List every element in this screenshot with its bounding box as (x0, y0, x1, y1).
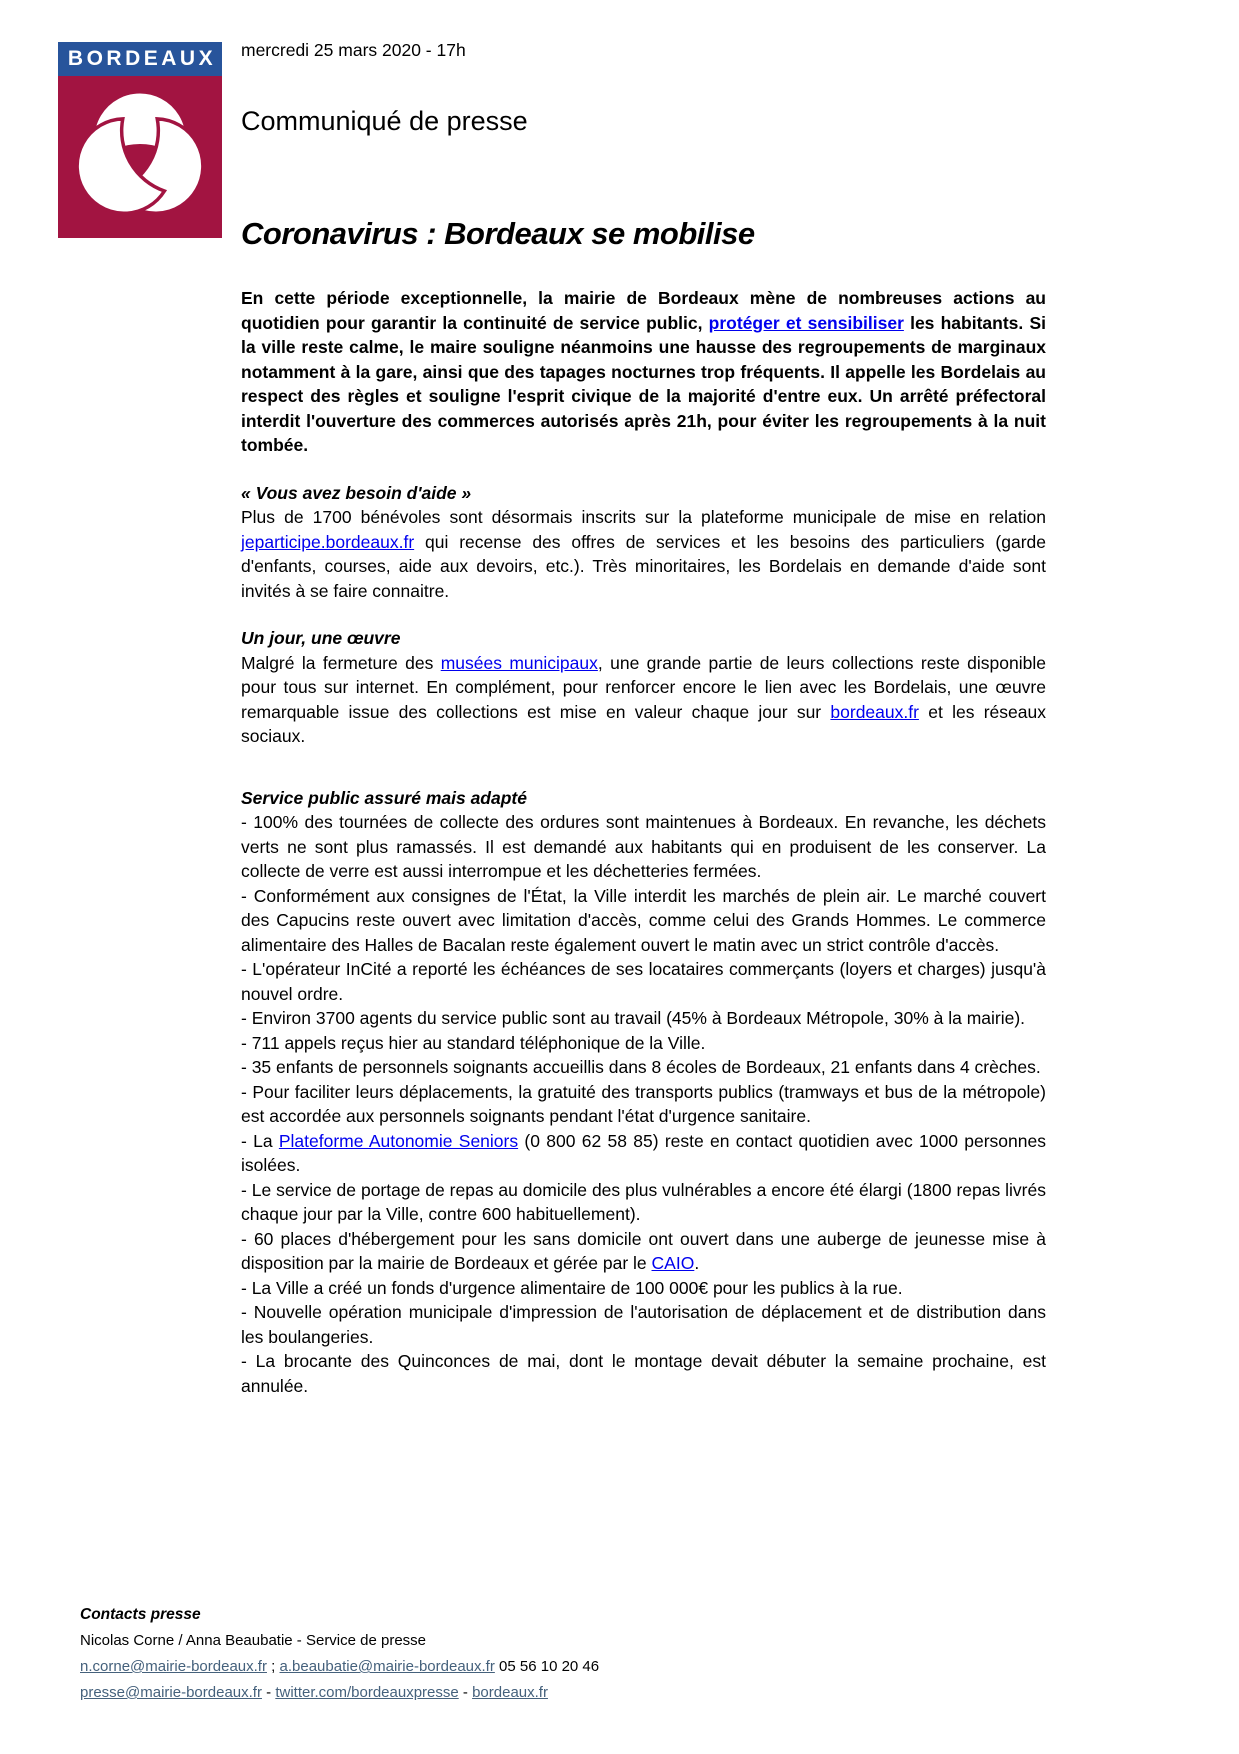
list-item (241, 810, 1046, 884)
section-heading-besoin-aide: « Vous avez besoin d'aide » (241, 482, 472, 503)
list-item (241, 884, 1046, 958)
plateforme-autonomie-seniors-link[interactable]: Plateforme Autonomie Seniors (278, 1130, 519, 1151)
text-run: - 711 appels reçus hier au standard téléphonique de la Ville. (241, 1032, 706, 1053)
text-run: - 100% des tournées de collecte des ordures sont maintenues à Bordeaux. En revanche, les déchets verts ne sont plus ramassés. Il est demandé aux habitants qui en produisent de les conserver. La collecte de verre est aussi interrompue et les déchetteries fermées. (241, 812, 1046, 881)
press-contacts (80, 1602, 599, 1706)
text-run: - Pour faciliter leurs déplacements, la gratuité des transports publics (tramways et bus de la métropole) est accordée aux personnels soignants pendant l'état d'urgence sanitaire. (241, 1081, 1046, 1126)
twitter-bordeauxpresse-link[interactable]: twitter.com/bordeauxpresse (275, 1684, 459, 1701)
list-item (241, 1227, 1046, 1276)
text-run: - (458, 1684, 473, 1701)
text-run: - La Ville a créé un fonds d'urgence alimentaire de 100 000€ pour les publics à la rue. (241, 1277, 903, 1298)
bordeaux-fr-link[interactable]: bordeaux.fr (830, 701, 919, 722)
text-run: et les réseaux sociaux. (241, 701, 1046, 746)
list-item (241, 1276, 1046, 1301)
text-run: - 35 enfants de personnels soignants accueillis dans 8 écoles de Bordeaux, 21 enfants dans 4 crèches. (241, 1057, 1041, 1077)
text-run: En cette période exceptionnelle, la mairie de Bordeaux mène de nombreuses actions au quotidien pour garantir la continuité de service public, (241, 288, 1046, 333)
list-item (241, 1129, 1046, 1178)
bordeaux-logo (58, 42, 222, 238)
musees-municipaux-link[interactable]: musées municipaux (440, 652, 598, 673)
list-item (241, 1080, 1046, 1129)
proteger-et-sensibiliser-link[interactable]: protéger et sensibiliser (708, 312, 904, 333)
jeparticipe-bordeaux-fr-link[interactable]: jeparticipe.bordeaux.fr (241, 531, 415, 552)
logo-trefoil-icon (58, 76, 222, 238)
list-item (241, 1031, 1046, 1056)
list-item (241, 1055, 1046, 1080)
section-service-public (241, 786, 1046, 1399)
text-run: - Conformément aux consignes de l'État, la Ville interdit les marchés de plein air. Le marché couvert des Capucins reste ouvert avec limitation d'accès, comme celui des Grands Hommes. Le commerce alimentaire des Halles de Bacalan reste également ouvert le matin avec un strict contrôle d'accès. (241, 885, 1046, 955)
text-run: - Nouvelle opération municipale d'impression de l'autorisation de déplacement et de distribution dans les boulangeries. (241, 1302, 1046, 1347)
text-run: - La brocante des Quinconces de mai, dont le montage devait débuter la semaine prochaine, est annulée. (241, 1351, 1046, 1396)
text-run: , une grande partie de leurs collections reste disponible pour tous sur internet. En complément, pour renforcer encore le lien avec les Bordelais, une œuvre remarquable issue des collections est mise en valeur chaque jour sur (241, 652, 1046, 722)
text-run: (0 800 62 58 85) reste en contact quotidien avec 1000 personnes isolées. (241, 1130, 1046, 1175)
text-run: ; (266, 1658, 280, 1675)
text-run: - Le service de portage de repas au domicile des plus vulnérables a encore été élargi (1800 repas livrés chaque jour par la Ville, contre 600 habituellement). (241, 1179, 1046, 1224)
text-run: Plus de 1700 bénévoles sont désormais inscrits sur la plateforme municipale de mise en relation (241, 507, 1046, 527)
list-item (241, 1349, 1046, 1398)
caio-link[interactable]: CAIO (651, 1253, 695, 1273)
text-run: Malgré la fermeture des (241, 652, 441, 673)
press-web-line (80, 1680, 599, 1706)
text-run: - L'opérateur InCité a reporté les échéances de ses locataires commerçants (loyers et charges) jusqu'à nouvel ordre. (241, 959, 1046, 1004)
page-title: Coronavirus : Bordeaux se mobilise (241, 216, 755, 251)
text-run: 05 56 10 20 46 (494, 1658, 600, 1675)
main-content (241, 216, 1046, 1398)
text-run: qui recense des offres de services et les besoins des particuliers (garde d'enfants, courses, aide aux devoirs, etc.). Très minoritaires, les Bordelais en demande d'aide sont invités à se faire connaitre. (241, 531, 1046, 601)
text-run: - 60 places d'hébergement pour les sans domicile ont ouvert dans une auberge de jeunesse mise à disposition par la mairie de Bordeaux et gérée par le (241, 1228, 1046, 1273)
section-besoin-aide (241, 481, 1046, 604)
text-run: . (694, 1253, 700, 1273)
lead-paragraph (241, 286, 1046, 458)
section-heading-un-jour-une-oeuvre: Un jour, une œuvre (241, 628, 401, 648)
bordeaux-fr-footer-link[interactable]: bordeaux.fr (472, 1684, 548, 1701)
press-email-line (80, 1654, 599, 1680)
text-run: - Environ 3700 agents du service public sont au travail (45% à Bordeaux Métropole, 30% à la mairie). (241, 1008, 1026, 1028)
document-type: Communiqué de presse (241, 106, 528, 136)
text-run: - La (241, 1130, 279, 1151)
section-paragraph (241, 651, 1046, 749)
ncorne-email-link[interactable]: n.corne@mairie-bordeaux.fr (80, 1658, 267, 1675)
presse-email-link[interactable]: presse@mairie-bordeaux.fr (80, 1684, 262, 1701)
press-contacts-heading: Contacts presse (80, 1606, 201, 1623)
list-item (241, 1300, 1046, 1349)
press-team-line: Nicolas Corne / Anna Beaubatie - Service de presse (80, 1632, 427, 1649)
text-run: les habitants. Si la ville reste calme, le maire souligne néanmoins une hausse des regroupements de marginaux notamment à la gare, ainsi que des tapages nocturnes trop fréquents. Il appelle les Bordelais au respect des règles et souligne l'esprit civique de la majorité d'entre eux. Un arrêté préfectoral interdit l'ouverture des commerces autorisés après 21h, pour éviter les regroupements à la nuit tombée. (241, 312, 1046, 455)
section-heading-service-public: Service public assuré mais adapté (241, 787, 527, 808)
abeaubatie-email-link[interactable]: a.beaubatie@mairie-bordeaux.fr (279, 1658, 495, 1675)
section-un-jour-une-oeuvre (241, 626, 1046, 749)
logo-wordmark: BORDEAUX (58, 42, 222, 76)
list-item (241, 957, 1046, 1006)
section-paragraph (241, 505, 1046, 603)
list-item (241, 1006, 1046, 1031)
date-line: mercredi 25 mars 2020 - 17h (241, 40, 466, 60)
list-item (241, 1178, 1046, 1227)
text-run: - (261, 1684, 276, 1701)
